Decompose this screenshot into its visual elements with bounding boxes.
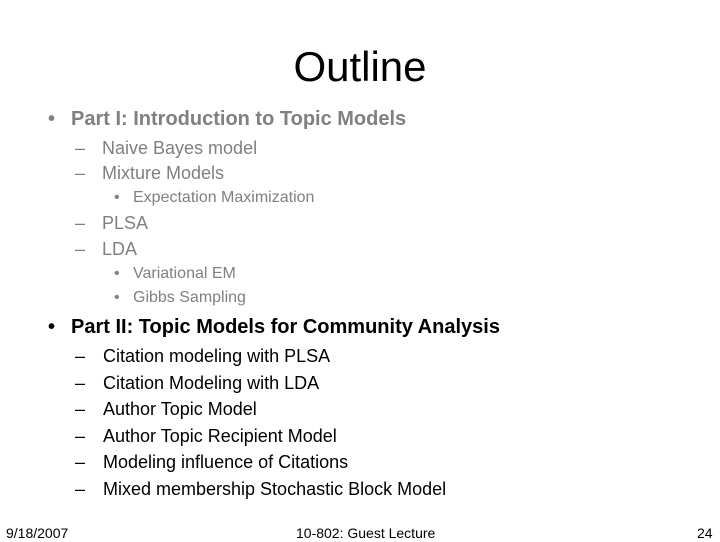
part2-item-citation-plsa: Citation modeling with PLSA <box>103 346 331 366</box>
part1-subitem-gibbs-sampling: Gibbs Sampling <box>133 289 246 306</box>
part1-item-marker: – <box>75 163 86 183</box>
part2-item-marker: – <box>75 479 86 499</box>
part2-item-marker: – <box>75 373 86 393</box>
part1-bullet: • <box>48 108 56 130</box>
part1-subitem-marker: • <box>114 265 120 282</box>
part1-item-mixture-models: Mixture Models <box>102 163 225 183</box>
part1-item-marker: – <box>75 213 86 233</box>
part1-subitem-marker: • <box>114 289 120 306</box>
part1-item-plsa: PLSA <box>102 213 149 233</box>
part2-item-author-topic-recipient: Author Topic Recipient Model <box>103 426 337 446</box>
part1-item-lda: LDA <box>102 239 138 259</box>
part1-subitem-marker: • <box>114 189 120 206</box>
part2-item-mmsb: Mixed membership Stochastic Block Model <box>103 479 447 499</box>
slide-title: Outline <box>293 43 427 90</box>
part1-subitem-em: Expectation Maximization <box>133 189 315 206</box>
part1-heading: Part I: Introduction to Topic Models <box>71 108 407 130</box>
footer-date: 9/18/2007 <box>6 525 69 541</box>
part2-heading: Part II: Topic Models for Community Analysis <box>71 316 500 338</box>
part2-item-marker: – <box>75 346 86 366</box>
part1-item-naive-bayes: Naive Bayes model <box>102 138 258 158</box>
part1-item-marker: – <box>75 239 86 259</box>
part2-item-marker: – <box>75 426 86 446</box>
footer-center: 10-802: Guest Lecture <box>296 525 436 541</box>
footer-page-number: 24 <box>697 525 713 541</box>
part1-item-marker: – <box>75 138 86 158</box>
part2-bullet: • <box>48 316 56 338</box>
part1-subitem-variational-em: Variational EM <box>133 265 236 282</box>
part2-item-citation-lda: Citation Modeling with LDA <box>103 373 320 393</box>
part2-item-influence-citations: Modeling influence of Citations <box>103 452 349 472</box>
part2-item-author-topic: Author Topic Model <box>103 399 257 419</box>
part2-item-marker: – <box>75 452 86 472</box>
part2-item-marker: – <box>75 399 86 419</box>
